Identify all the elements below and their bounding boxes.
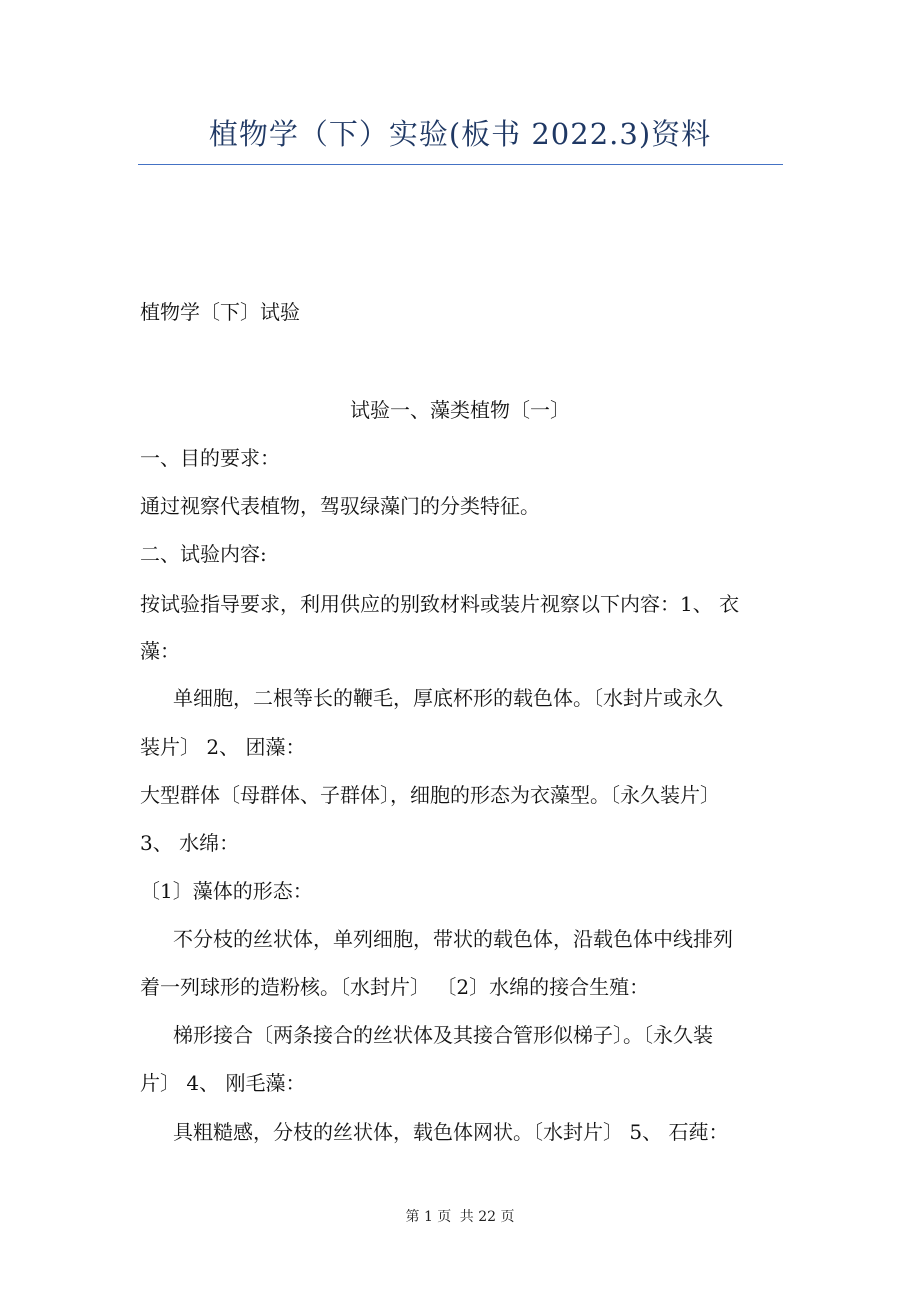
page-footer xyxy=(0,1206,920,1226)
paragraph-line: 着一列球形的造粉核。〔水封片〕 〔2〕水绵的接合生殖： xyxy=(140,975,650,999)
paragraph-line: 大型群体〔母群体、子群体〕，细胞的形态为衣藻型。〔永久装片〕 xyxy=(140,783,720,807)
paragraph-line: 单细胞，二根等长的鞭毛，厚底杯形的载色体。〔水封片或永久 xyxy=(173,686,723,710)
page-number: 第 1 页 xyxy=(405,1209,452,1225)
title-divider xyxy=(138,164,783,165)
page-total: 共 22 页 xyxy=(459,1209,515,1225)
paragraph-line: 3、 水绵： xyxy=(140,831,240,855)
paragraph-line: 不分枝的丝状体，单列细胞，带状的载色体，沿载色体中线排列 xyxy=(173,927,733,951)
paragraph-line: 藻： xyxy=(140,639,180,663)
document-title: 植物学（下）实验(板书 2022.3)资料 xyxy=(208,117,712,151)
experiment-title: 试验一、藻类植物〔一〕 xyxy=(350,398,570,422)
paragraph-line: 装片〕 2、 团藻： xyxy=(140,735,306,759)
paragraph-line: 具粗糙感，分枝的丝状体，载色体网状。〔水封片〕 5、 石莼： xyxy=(173,1120,729,1144)
paragraph-line: 片〕 4、 刚毛藻： xyxy=(140,1071,306,1095)
paragraph-line: 按试验指导要求，利用供应的别致材料或装片视察以下内容：1、 衣 xyxy=(140,592,740,616)
section-heading-objectives: 一、目的要求： xyxy=(140,446,280,470)
paragraph-line: 〔1〕藻体的形态： xyxy=(140,879,313,903)
section-heading-content: 二、试验内容: xyxy=(140,542,267,566)
paragraph-line: 梯形接合〔两条接合的丝状体及其接合管形似梯子〕。〔永久装 xyxy=(173,1023,713,1047)
paragraph-line: 通过视察代表植物，驾驭绿藻门的分类特征。 xyxy=(140,494,540,518)
course-title: 植物学〔下〕试验 xyxy=(140,300,300,324)
